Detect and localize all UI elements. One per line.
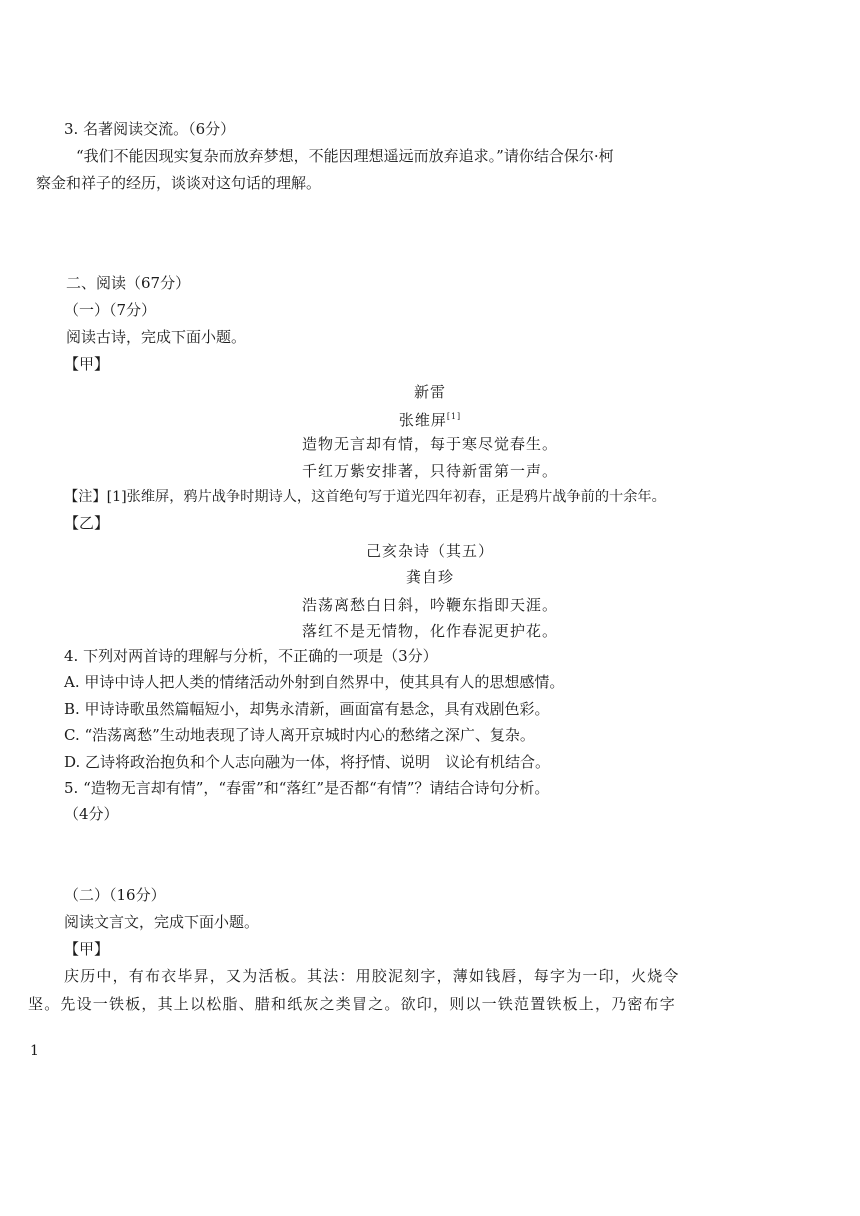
poem-a-line1: 造物无言却有情，每于寒尽觉春生。 [301,435,558,453]
part2-heading: （二）（16分） [64,886,166,904]
poem-b-author: 龚自珍 [405,568,454,586]
q4-option-a: A. 甲诗中诗人把人类的情绪活动外射到自然界中，使其具有人的思想感情。 [64,673,565,691]
q4-option-b: B. 甲诗诗歌虽然篇幅短小，却隽永清新，画面富有悬念，具有戏剧色彩。 [64,700,550,718]
q3-prompt-line1: “我们不能因现实复杂而放弃梦想，不能因理想遥远而放弃追求。”请你结合保尔·柯 [76,147,614,165]
q5-score: （4分） [64,805,119,823]
q5-stem: 5. “造物无言却有情”，“春雷”和“落红”是否都“有情”？请结合诗句分析。 [64,779,550,797]
q4-option-d: D. 乙诗将政治抱负和个人志向融为一体，将抒情、说明 议论有机结合。 [64,753,551,771]
classical-text-line1: 庆历中，有布衣毕昇，又为活板。其法：用胶泥刻字，薄如钱唇，每字为一印，火烧令 [64,967,680,985]
poem-a-author: 张维屏 [398,411,447,429]
q3-prompt-line2: 察金和祥子的经历，谈谈对这句话的理解。 [36,174,322,192]
text-a-marker: 【甲】 [64,940,110,958]
page-number: 1 [30,1043,39,1059]
q3-heading: 3. 名著阅读交流。（6分） [64,120,236,138]
classical-text-line2: 坚。先设一铁板，其上以松脂、腊和纸灰之类冒之。欲印，则以一铁范置铁板上，乃密布字 [28,995,677,1013]
poem-a-line2: 千红万紫安排著，只待新雷第一声。 [301,462,558,480]
q4-stem: 4. 下列对两首诗的理解与分析，不正确的一项是（3分） [64,647,438,665]
section2-heading: 二、阅读（67分） [66,274,191,292]
poem-b-line2: 落红不是无情物，化作春泥更护花。 [301,622,558,640]
poem-b-title: 己亥杂诗（其五） [365,542,494,560]
poem-b-marker: 【乙】 [64,514,110,532]
part2-instruction: 阅读文言文，完成下面小题。 [64,913,260,931]
poem-a-note: 【注】[1]张维屏，鸦片战争时期诗人，这首绝句写于道光四年初春，正是鸦片战争前的十余年。 [64,489,666,505]
poem-a-marker: 【甲】 [64,355,110,373]
poem-a-author-line [0,406,860,431]
part1-instruction: 阅读古诗，完成下面小题。 [66,328,247,346]
part1-heading: （一）（7分） [64,301,157,319]
q4-option-c: C. “浩荡离愁”生动地表现了诗人离开京城时内心的愁绪之深广、复杂。 [64,726,535,744]
poem-a-note-ref: [1] [446,412,462,421]
poem-b-line1: 浩荡离愁白日斜，吟鞭东指即天涯。 [301,596,558,614]
poem-a-title: 新雷 [413,383,446,401]
